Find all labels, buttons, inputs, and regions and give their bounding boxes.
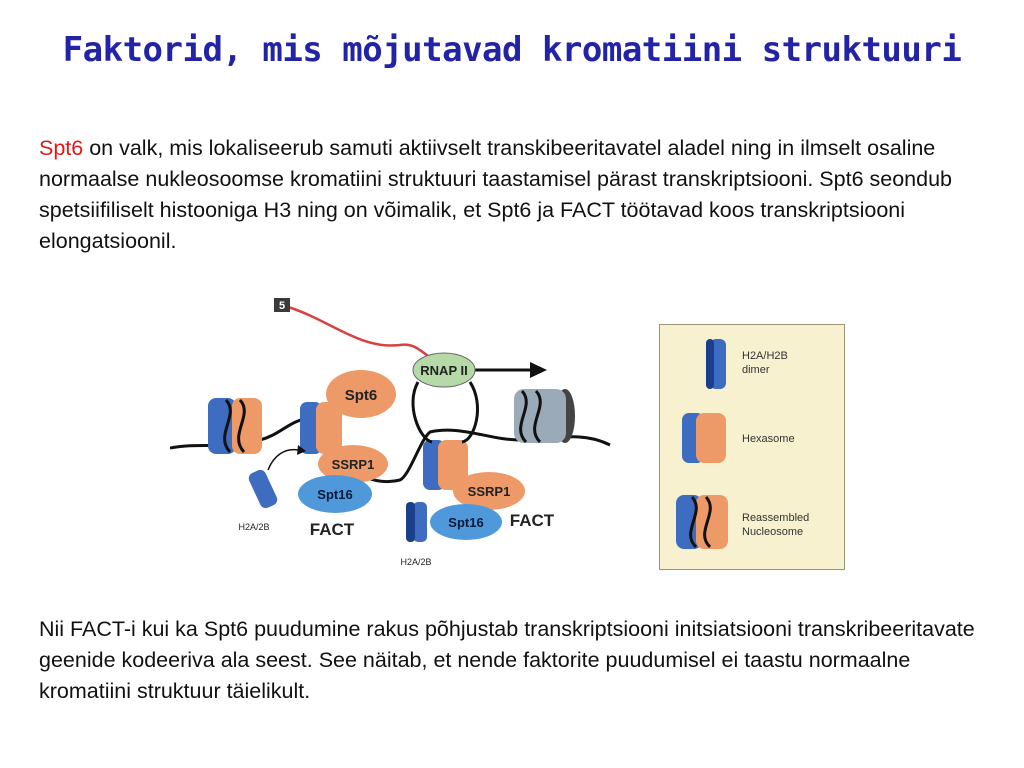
- rnap-label: RNAP II: [420, 363, 468, 378]
- paragraph-spt6: [39, 133, 999, 257]
- dimer-left: [247, 468, 279, 510]
- legend-panel: [659, 324, 845, 570]
- return-arrow: [268, 450, 298, 470]
- ssrp1-left-label: SSRP1: [331, 457, 375, 472]
- fact-right-label: FACT: [509, 511, 555, 530]
- h2a2b-left-label: H2A/2B: [238, 522, 270, 532]
- rna-strand: [288, 307, 440, 360]
- legend-reassembled-line1: Reassembled: [742, 512, 810, 524]
- label-box-text: 5: [278, 300, 286, 312]
- chromatin-diagram: [170, 290, 650, 580]
- fact-left-label: FACT: [309, 520, 355, 539]
- spt6-highlight: Spt6: [39, 136, 84, 160]
- ssrp1-right-label: SSRP1: [467, 484, 511, 499]
- legend-dimer-line1: H2A/H2B: [742, 350, 788, 362]
- legend-hexasome: Hexasome: [742, 433, 795, 445]
- slide-title: Faktorid, mis mõjutavad kromatiini struktuuri: [62, 30, 962, 70]
- dimer-right: [413, 502, 427, 542]
- right-nucleosome: [514, 389, 575, 443]
- legend-hexasome-icon: [682, 413, 726, 463]
- left-nucleosome: [208, 398, 262, 454]
- spt16-right-label: Spt16: [448, 515, 484, 530]
- paragraph-fact-spt6: Nii FACT-i kui ka Spt6 puudumine rakus põhjustab transkriptsiooni initsiatsiooni transkribeeritavate geenide kodeeriva ala seest. See näitab, et nende faktorite puudumisel ei taastu normaalne kromatiini struktuur täielikult.: [39, 617, 975, 703]
- legend-dimer-icon: [706, 339, 726, 389]
- spt16-left-label: Spt16: [317, 487, 353, 502]
- legend-nucleosome-icon: [676, 495, 728, 549]
- paragraph-spt6-text: on valk, mis lokaliseerub samuti aktiivselt transkibeeritavatel aladel ning in ilmselt osaline normaalse nukleosoomse kromatiini struktuuri taastamisel pärast transkriptsiooni. Spt6 seondub spetsiifiliselt histooniga H3 ning on võimalik, et Spt6 ja FACT töötavad koos transkriptsiooni elongatsioonil.: [39, 136, 952, 253]
- spt6-label: Spt6: [344, 387, 378, 404]
- legend-reassembled-line2: Nucleosome: [742, 526, 804, 538]
- h2a2b-right-label: H2A/2B: [400, 557, 432, 567]
- legend-dimer-line2: dimer: [742, 364, 770, 376]
